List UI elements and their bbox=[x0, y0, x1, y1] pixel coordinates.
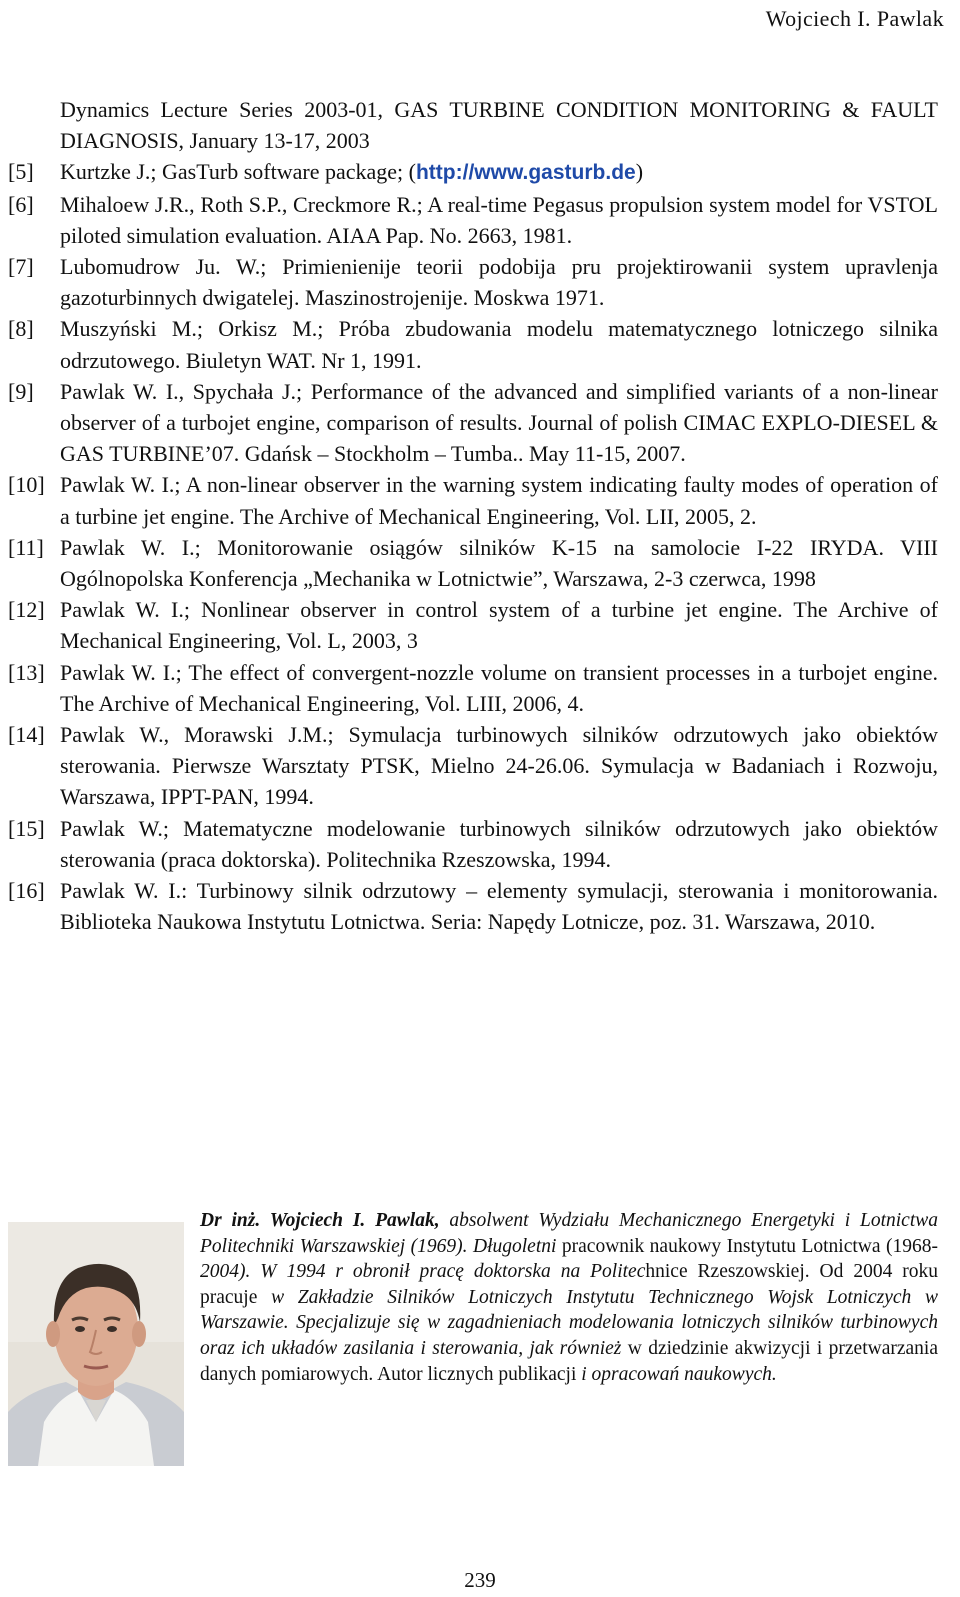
reference-number: [10] bbox=[8, 472, 45, 498]
author-name: Dr inż. Wojciech I. Pawlak, bbox=[200, 1210, 440, 1231]
reference-fragment: Pawlak W. I.; A non-linear observer in the warning system indicating faulty modes of operation of a turbine jet engine. The Archive of Mechanical Engineering, Vol. LII, 2005, 2. bbox=[60, 472, 938, 529]
reference-text bbox=[60, 313, 938, 375]
reference-fragment: Pawlak W. I., Spychała J.; Performance of the advanced and simplified variants of a non-linear observer of a turbojet engine, comparison of results. Journal of polish CIMAC EXPLO-DIESEL & GAS TURBINE’07. Gdańsk – Stockholm – Tumba.. May 11-15, 2007. bbox=[60, 378, 938, 467]
reference-number: [6] bbox=[8, 191, 34, 217]
reference-item bbox=[8, 875, 938, 937]
reference-fragment: Lubomudrow Ju. W.; Primienienije teorii podobija pru projektirowanii system upravlenja gazoturbinnych dwigatelej. Maszinostrojenije. Moskwa 1971. bbox=[60, 254, 938, 311]
reference-fragment: Muszyński M.; Orkisz M.; Próba zbudowania modelu matematycznego lotniczego silnika odrzutowego. Biuletyn WAT. Nr 1, 1991. bbox=[60, 316, 938, 373]
reference-fragment: Dynamics Lecture Series 2003-01, GAS TURBINE CONDITION MONITORING & FAULT DIAGNOSIS, January 13-17, 2003 bbox=[60, 97, 938, 154]
reference-text bbox=[60, 594, 938, 656]
reference-item bbox=[8, 469, 938, 531]
bio-fragment: w dziedzinie akwizycji i przetwarzania danych pomiarowych. Autor licznych publikacji bbox=[200, 1337, 938, 1385]
reference-text bbox=[60, 657, 938, 719]
reference-text bbox=[60, 813, 938, 875]
running-head: Wojciech I. Pawlak bbox=[765, 6, 944, 31]
bio-fragment: 2004). W 1994 r obronił pracę doktorska na Politec bbox=[200, 1261, 646, 1283]
reference-number: [7] bbox=[8, 254, 34, 280]
reference-fragment: Pawlak W. I.; Monitorowanie osiągów silników K-15 na samolocie I-22 IRYDA. VIII Ogólnopolska Konferencja „Mechanika w Lotnictwie”, Warszawa, 2-3 czerwca, 1998 bbox=[60, 534, 938, 592]
reference-fragment: Mihaloew J.R., Roth S.P., Creckmore R.; A real-time Pegasus propulsion system model for VSTOL piloted simulation evaluation. AIAA Pap. No. 2663, 1981. bbox=[60, 191, 938, 248]
reference-list bbox=[8, 94, 938, 937]
reference-number: [5] bbox=[8, 159, 34, 185]
bio-fragment: absolwent Wydziału Mechanicznego Energetyki i Lotnictwa Politechniki Warszawskiej (1969). Długoletni bbox=[200, 1210, 938, 1257]
bio-fragment: hnice Rzeszowskiej. Od 2004 roku pracuje bbox=[200, 1261, 938, 1308]
reference-number: [13] bbox=[8, 659, 45, 685]
reference-text bbox=[60, 251, 938, 313]
reference-fragment: Pawlak W. I.; Nonlinear observer in control system of a turbine jet engine. The Archive of Mechanical Engineering, Vol. L, 2003, 3 bbox=[60, 597, 938, 654]
reference-text bbox=[60, 469, 938, 531]
reference-item bbox=[8, 532, 938, 594]
reference-text bbox=[60, 532, 938, 594]
reference-number: [15] bbox=[8, 815, 45, 841]
bio-fragment: i opracowań naukowych. bbox=[581, 1363, 777, 1385]
reference-text bbox=[60, 156, 938, 188]
reference-url-link[interactable]: http://www.gasturb.de bbox=[415, 161, 636, 185]
reference-item bbox=[8, 313, 938, 375]
reference-item bbox=[8, 94, 938, 156]
reference-item bbox=[8, 189, 938, 251]
bio-fragment: w Zakładzie Silników Lotniczych Instytutu Technicznego Wojsk Lotniczych w Warszawie. Specjalizuje się w zagadnieniach modelowania lotniczych silników turbinowych oraz ich układów zasilania i sterowania, jak również bbox=[200, 1286, 938, 1359]
reference-number: [14] bbox=[8, 722, 45, 748]
reference-text bbox=[60, 875, 938, 937]
author-portrait-illustration bbox=[8, 1222, 184, 1466]
reference-item bbox=[8, 376, 938, 470]
reference-fragment: Kurtzke J.; GasTurb software package; ( bbox=[60, 159, 416, 185]
reference-item bbox=[8, 156, 938, 188]
reference-text bbox=[60, 189, 938, 251]
reference-number: [16] bbox=[8, 878, 45, 904]
reference-number: [9] bbox=[8, 378, 34, 404]
author-photo bbox=[8, 1222, 184, 1466]
reference-fragment: Pawlak W. I.: Turbinowy silnik odrzutowy – elementy symulacji, sterowania i monitorowania. Biblioteka Naukowa Instytutu Lotnictwa. Seria: Napędy Lotnicze, poz. 31. Warszawa, 2010. bbox=[60, 878, 938, 935]
bio-fragment: pracownik naukowy Instytutu Lotnictwa (1968- bbox=[556, 1235, 938, 1257]
reference-item bbox=[8, 251, 938, 313]
author-bio bbox=[200, 1208, 938, 1387]
reference-number: [8] bbox=[8, 316, 34, 342]
reference-number: [12] bbox=[8, 597, 45, 623]
reference-fragment: Pawlak W. I.; The effect of convergent-nozzle volume on transient processes in a turbojet engine. The Archive of Mechanical Engineering, Vol. LIII, 2006, 4. bbox=[60, 659, 938, 716]
page-number: 239 bbox=[464, 1568, 496, 1592]
reference-number: [11] bbox=[8, 534, 44, 560]
reference-text bbox=[60, 719, 938, 813]
reference-fragment: Pawlak W.; Matematyczne modelowanie turbinowych silników odrzutowych jako obiektów sterowania (praca doktorska). Politechnika Rzeszowska, 1994. bbox=[60, 815, 938, 872]
reference-fragment: Pawlak W., Morawski J.M.; Symulacja turbinowych silników odrzutowych jako obiektów sterowania. Pierwsze Warsztaty PTSK, Mielno 24-26.06. Symulacja w Badaniach i Rozwoju, Warszawa, IPPT-PAN, 1994. bbox=[60, 722, 938, 810]
reference-item bbox=[8, 719, 938, 813]
reference-item bbox=[8, 657, 938, 719]
reference-fragment: ) bbox=[635, 159, 644, 185]
reference-item bbox=[8, 594, 938, 656]
reference-item bbox=[8, 813, 938, 875]
reference-text bbox=[60, 376, 938, 470]
reference-text bbox=[60, 94, 938, 156]
